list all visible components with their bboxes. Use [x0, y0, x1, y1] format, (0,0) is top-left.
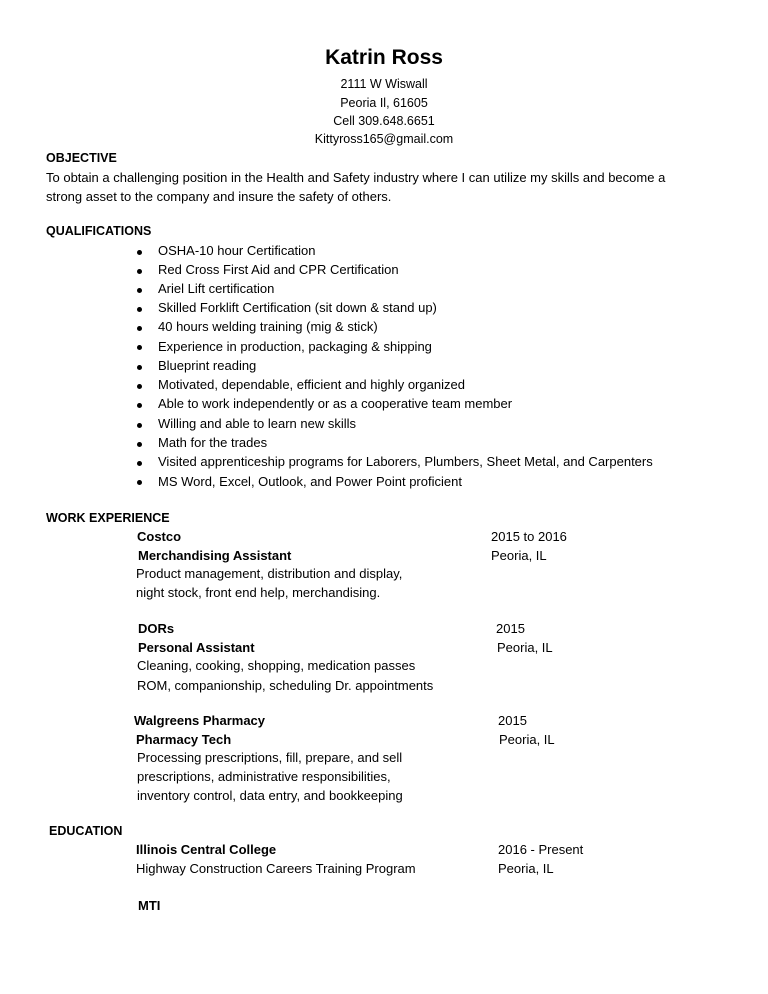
- bullet-icon: [137, 480, 142, 485]
- bullet-icon: [137, 326, 142, 331]
- school-name: MTI: [138, 898, 161, 913]
- address-line-2: Peoria Il, 61605: [340, 96, 428, 110]
- applicant-name: Katrin Ross: [325, 46, 443, 69]
- work-experience-heading: WORK EXPERIENCE: [46, 511, 170, 525]
- job-description-line: Product management, distribution and display,: [136, 566, 403, 581]
- job-title: Merchandising Assistant: [138, 548, 292, 563]
- job-description-line: night stock, front end help, merchandising.: [136, 585, 381, 600]
- job-employer: DORs: [138, 621, 175, 636]
- bullet-icon: [137, 423, 142, 428]
- education-heading: EDUCATION: [49, 824, 123, 838]
- qualification-text: 40 hours welding training (mig & stick): [158, 319, 378, 334]
- job-description-line: inventory control, data entry, and bookkeeping: [137, 788, 403, 803]
- job-description-line: Cleaning, cooking, shopping, medication passes: [137, 658, 416, 673]
- qualifications-heading: QUALIFICATIONS: [46, 224, 152, 238]
- qualification-text: Math for the trades: [158, 435, 268, 450]
- qualification-text: Blueprint reading: [158, 358, 257, 373]
- job-description-line: prescriptions, administrative responsibilities,: [137, 769, 391, 784]
- bullet-icon: [137, 461, 142, 466]
- job-title: Pharmacy Tech: [136, 732, 232, 747]
- qualification-text: Able to work independently or as a cooperative team member: [158, 396, 513, 411]
- job-location: Peoria, IL: [497, 640, 553, 655]
- objective-text-line-2: strong asset to the company and insure the safety of others.: [46, 189, 392, 204]
- bullet-icon: [137, 269, 142, 274]
- qualification-text: Ariel Lift certification: [158, 281, 275, 296]
- bullet-icon: [137, 345, 142, 350]
- objective-text-line-1: To obtain a challenging position in the Health and Safety industry where I can utilize my skills and become a: [46, 170, 666, 185]
- qualification-text: Visited apprenticeship programs for Laborers, Plumbers, Sheet Metal, and Carpenters: [158, 454, 653, 469]
- objective-heading: OBJECTIVE: [46, 151, 117, 165]
- phone-number: Cell 309.648.6651: [333, 114, 435, 128]
- job-employer: Walgreens Pharmacy: [134, 713, 266, 728]
- bullet-icon: [137, 442, 142, 447]
- bullet-icon: [137, 365, 142, 370]
- address-line-1: 2111 W Wiswall: [340, 77, 428, 91]
- job-location: Peoria, IL: [491, 548, 547, 563]
- qualification-text: MS Word, Excel, Outlook, and Power Point proficient: [158, 474, 462, 489]
- qualification-text: Red Cross First Aid and CPR Certification: [158, 262, 399, 277]
- school-location: Peoria, IL: [498, 861, 554, 876]
- bullet-icon: [137, 250, 142, 255]
- bullet-icon: [137, 288, 142, 293]
- qualification-text: Willing and able to learn new skills: [158, 416, 356, 431]
- school-dates: 2016 - Present: [498, 842, 584, 857]
- qualification-text: OSHA-10 hour Certification: [158, 243, 316, 258]
- bullet-icon: [137, 384, 142, 389]
- school-name: Illinois Central College: [136, 842, 277, 857]
- qualification-text: Skilled Forklift Certification (sit down & stand up): [158, 300, 437, 315]
- job-dates: 2015: [496, 621, 525, 636]
- job-description-line: ROM, companionship, scheduling Dr. appointments: [137, 678, 434, 693]
- qualification-text: Motivated, dependable, efficient and highly organized: [158, 377, 465, 392]
- job-title: Personal Assistant: [138, 640, 255, 655]
- school-program: Highway Construction Careers Training Program: [136, 861, 416, 876]
- job-dates: 2015 to 2016: [491, 529, 567, 544]
- qualification-text: Experience in production, packaging & shipping: [158, 339, 432, 354]
- bullet-icon: [137, 403, 142, 408]
- email-address: Kittyross165@gmail.com: [314, 132, 454, 146]
- job-location: Peoria, IL: [499, 732, 555, 747]
- job-employer: Costco: [137, 529, 182, 544]
- job-description-line: Processing prescriptions, fill, prepare, and sell: [137, 750, 403, 765]
- job-dates: 2015: [498, 713, 527, 728]
- bullet-icon: [137, 307, 142, 312]
